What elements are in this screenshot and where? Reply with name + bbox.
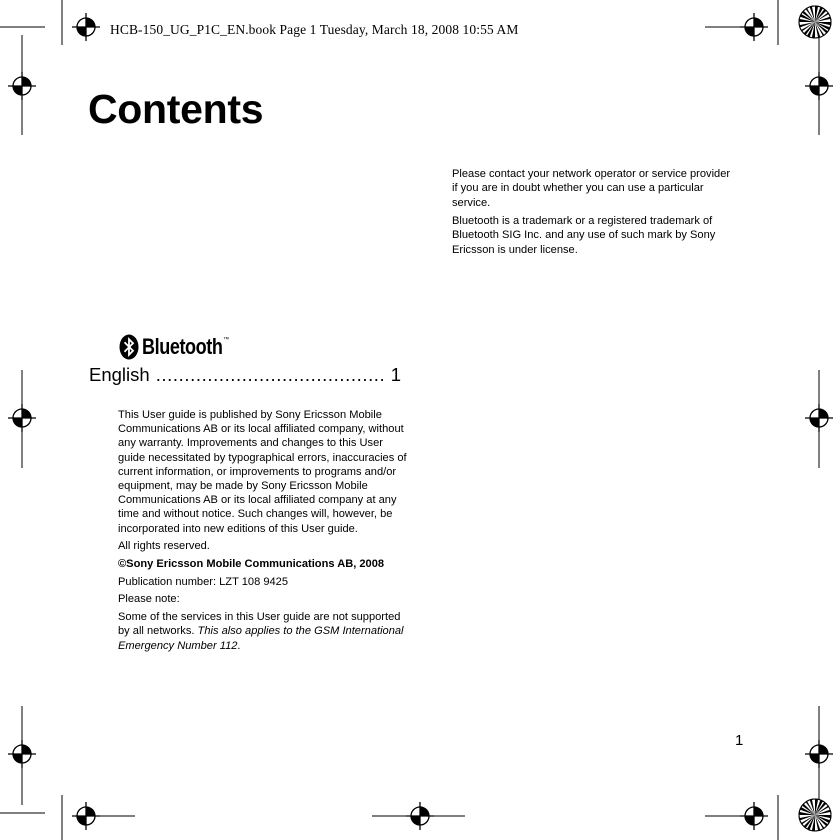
rights-reserved: All rights reserved. — [118, 540, 210, 553]
toc-entry-english[interactable] — [89, 364, 401, 386]
copyright-line: ©Sony Ericsson Mobile Communications AB, 2008 — [118, 558, 385, 571]
disclaimer-paragraph: This User guide is published by Sony Ericsson Mobile Communications AB or its local affiliated company, without any warranty. Improvements and changes to this User guide necessitated by typographical errors, inaccuracies of current information, or improvements to programs and/or equipment, may be made by Sony Ericsson Mobile Communications AB or its local affiliated company at any time and without notice. Such changes will, however, be incorporated into new editions of this User guide. — [118, 409, 407, 535]
toc-entry-page: 1 — [390, 364, 401, 385]
toc-leader-dots: ........................................ — [155, 364, 386, 385]
right-column — [452, 167, 736, 260]
page-title: Contents — [88, 86, 264, 132]
bluetooth-wordmark: Bluetooth — [142, 334, 223, 359]
services-note-end: . — [237, 639, 241, 652]
publication-number: Publication number: LZT 108 9425 — [118, 575, 289, 588]
toc-entry-label: English — [89, 364, 150, 385]
services-note-text: Some of the services in this User guide are not supported by all networks. — [118, 611, 401, 638]
operator-note: Please contact your network operator or service provider if you are in doubt whether you can use a particular service. — [452, 168, 731, 209]
bluetooth-icon — [119, 334, 139, 360]
bluetooth-trademark-note: Bluetooth is a trademark or a registered trademark of Bluetooth SIG Inc. and any use of such mark by Sony Ericsson is under license. — [452, 214, 716, 256]
services-note-emergency: This also applies to the GSM International Emergency Number 112 — [118, 625, 404, 652]
please-note-label: Please note: — [118, 593, 180, 606]
services-note — [118, 610, 408, 653]
trademark-symbol: ™ — [223, 337, 230, 343]
page-number: 1 — [735, 732, 744, 749]
left-column — [118, 408, 408, 656]
bluetooth-logo — [119, 334, 229, 360]
file-header-line: HCB-150_UG_P1C_EN.book Page 1 Tuesday, March 18, 2008 10:55 AM — [110, 22, 519, 37]
